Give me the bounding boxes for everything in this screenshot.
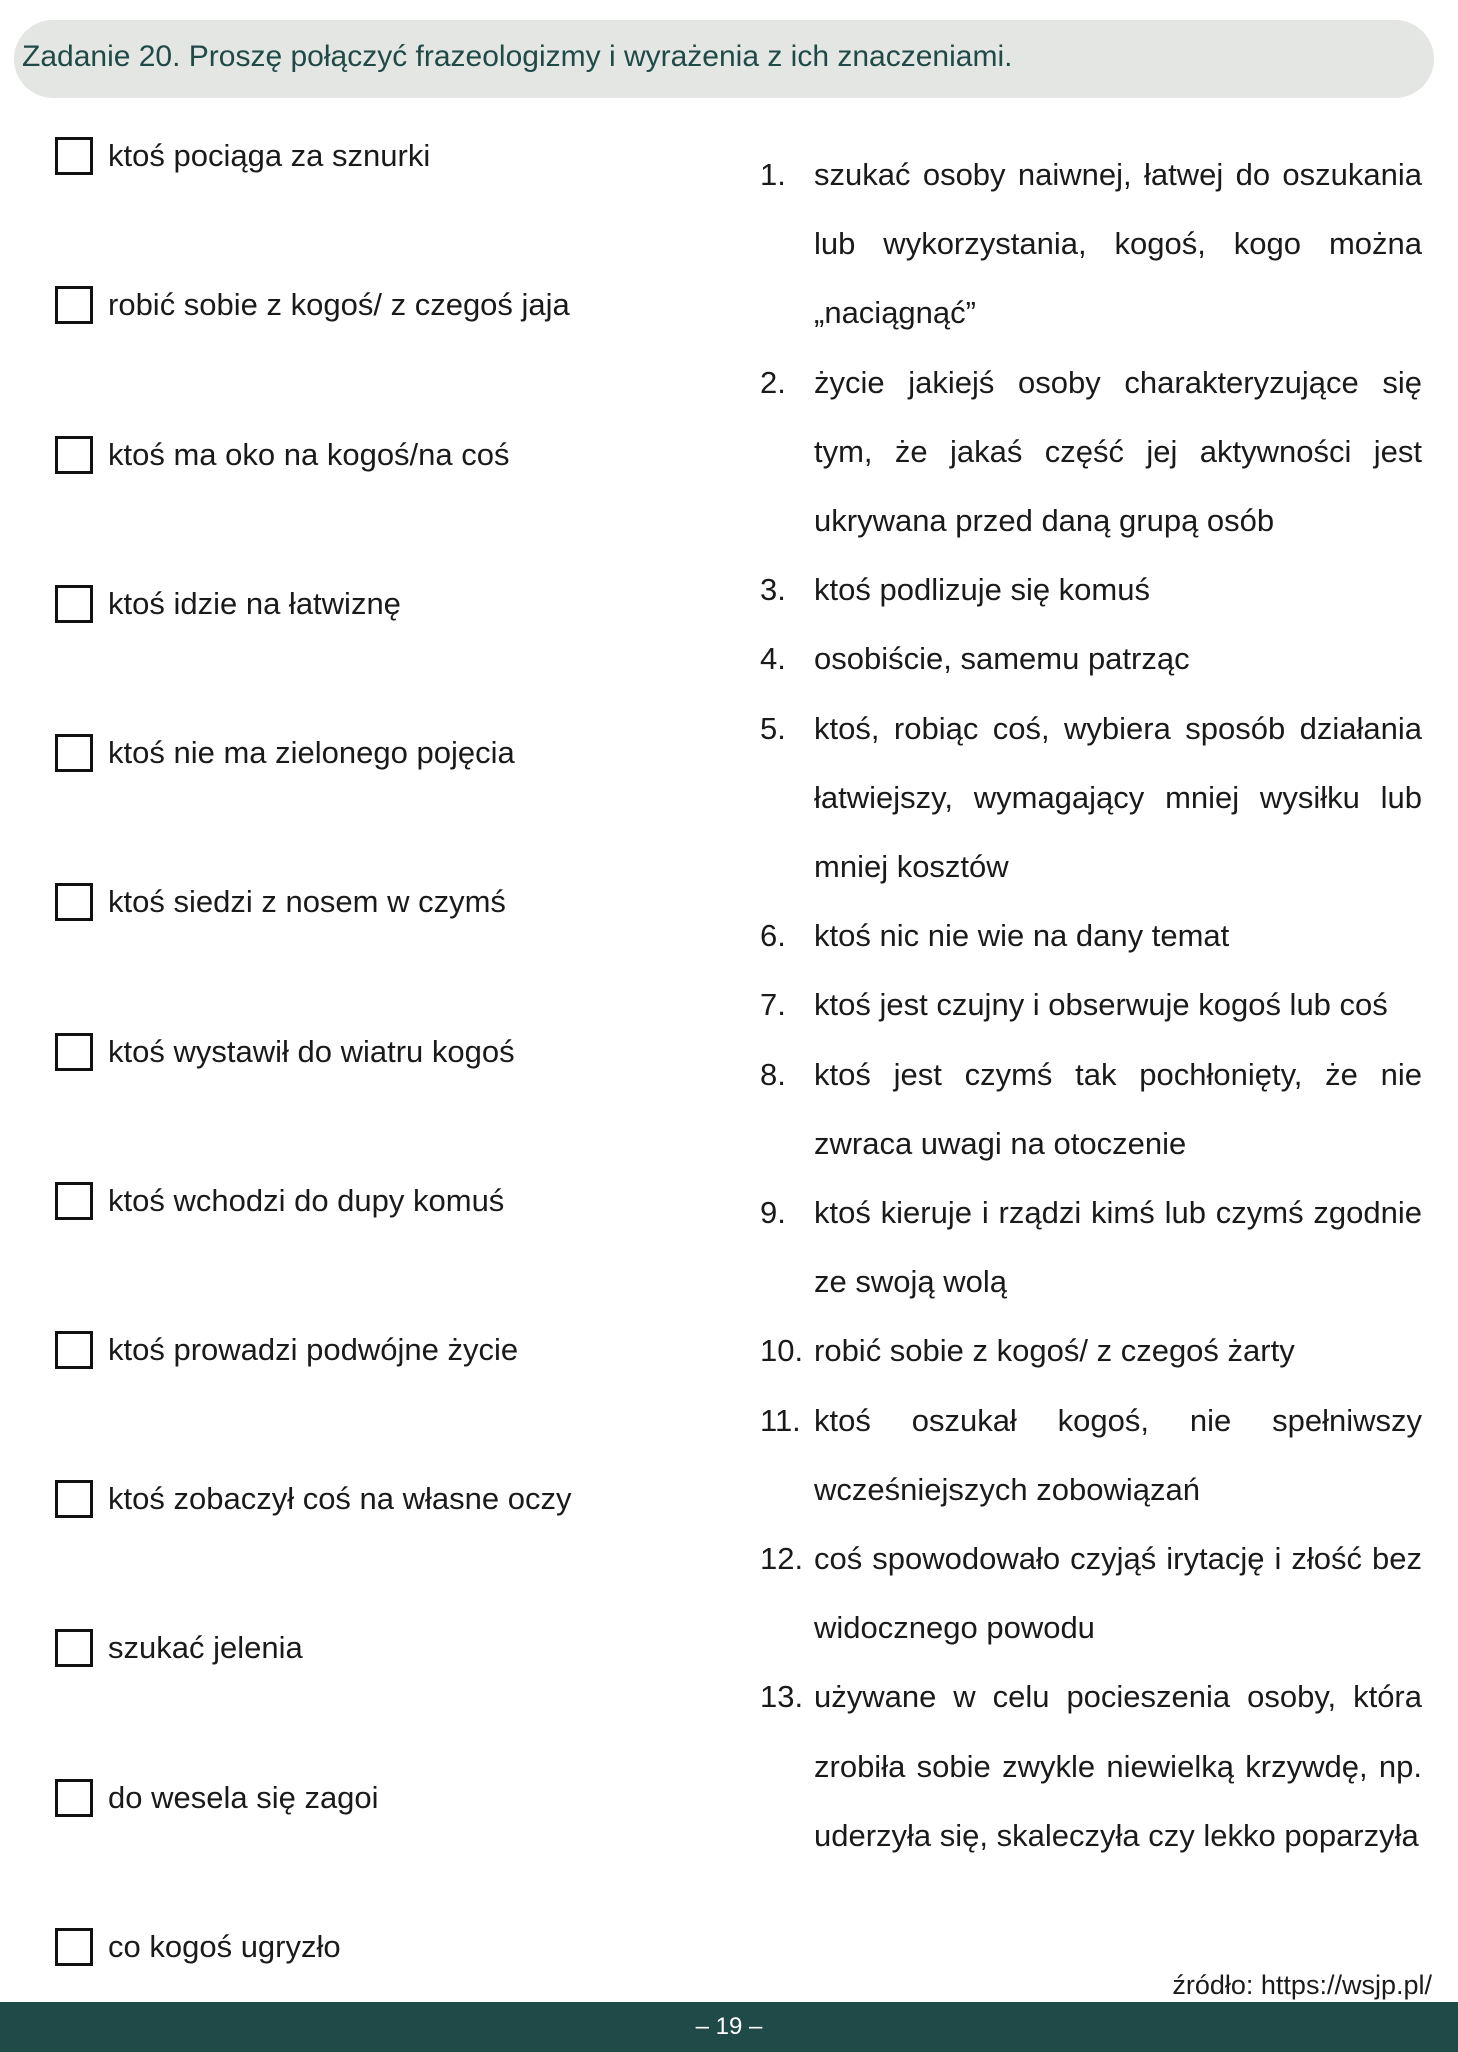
phrase-item (55, 1776, 379, 1820)
answer-checkbox[interactable] (55, 137, 93, 175)
phrase-item (55, 1328, 518, 1372)
phrase-item (55, 134, 430, 178)
definition-number: 2. (760, 364, 786, 400)
page-footer (0, 2002, 1458, 2052)
definition-number: 10. (760, 1333, 804, 1369)
definition-item (760, 694, 1422, 902)
phrase-text: ktoś nie ma zielonego pojęcia (108, 735, 515, 770)
definition-item (760, 1040, 1422, 1178)
definition-text: ktoś oszukał kogoś, nie spełniwszy wcześniejszych zobowiązań (814, 1402, 1422, 1507)
definition-text: ktoś jest czujny i obserwuje kogoś lub coś (814, 987, 1388, 1023)
answer-checkbox[interactable] (55, 1629, 93, 1667)
definition-item (760, 970, 1422, 1039)
definition-text: używane w celu pocieszenia osoby, która zrobiła sobie zwykle niewielką krzywdę, np. uderzyła się, skaleczyła czy lekko poparzyła (814, 1679, 1422, 1853)
definition-number: 8. (760, 1056, 786, 1092)
answer-checkbox[interactable] (55, 1779, 93, 1817)
definition-item (760, 901, 1422, 970)
phrase-text: do wesela się zagoi (108, 1780, 379, 1815)
definitions-list (760, 140, 1422, 1870)
task-header (14, 20, 1434, 98)
definition-text: ktoś podlizuje się komuś (814, 572, 1150, 608)
answer-checkbox[interactable] (55, 883, 93, 921)
definition-number: 12. (760, 1541, 804, 1577)
phrase-item (55, 433, 510, 477)
phrase-text: robić sobie z kogoś/ z czegoś jaja (108, 287, 570, 322)
definition-number: 11. (760, 1402, 801, 1438)
phrase-text: ktoś wystawił do wiatru kogoś (108, 1034, 515, 1069)
answer-checkbox[interactable] (55, 734, 93, 772)
definition-item (760, 1316, 1422, 1385)
phrase-item (55, 731, 515, 775)
definition-item (760, 1386, 1422, 1524)
definition-text: ktoś nic nie wie na dany temat (814, 918, 1230, 954)
answer-checkbox[interactable] (55, 585, 93, 623)
task-title: Zadanie 20. Proszę połączyć frazeologizmy i wyrażenia z ich znaczeniami. (22, 40, 1013, 73)
phrase-text: co kogoś ugryzło (108, 1929, 341, 1964)
page-number: – 19 – (695, 2013, 763, 2040)
phrase-text: ktoś prowadzi podwójne życie (108, 1332, 519, 1367)
phrase-item (55, 1477, 572, 1521)
phrase-item (55, 1626, 303, 1670)
definition-number: 9. (760, 1195, 786, 1231)
phrase-item (55, 283, 570, 327)
definition-text: życie jakiejś osoby charakteryzujące się tym, że jakaś część jej aktywności jest ukrywana przed daną grupą osób (814, 364, 1422, 539)
definition-text: ktoś, robiąc coś, wybiera sposób działania łatwiejszy, wymagający mniej wysiłku lub mniej kosztów (814, 710, 1422, 885)
definition-text: ktoś kieruje i rządzi kimś lub czymś zgodnie ze swoją wolą (814, 1195, 1422, 1300)
definition-number: 7. (760, 987, 786, 1023)
definition-number: 1. (760, 157, 786, 192)
answer-checkbox[interactable] (55, 1182, 93, 1220)
definition-item (760, 140, 1422, 348)
definition-text: robić sobie z kogoś/ z czegoś żarty (814, 1333, 1295, 1369)
answer-checkbox[interactable] (55, 1033, 93, 1071)
phrase-item (55, 1925, 341, 1969)
definition-item (760, 1178, 1422, 1316)
phrase-item (55, 1030, 515, 1074)
definition-text: szukać osoby naiwnej, łatwej do oszukania lub wykorzystania, kogoś, kogo można „naciągnąć” (814, 157, 1422, 331)
definition-text: osobiście, samemu patrząc (814, 641, 1190, 677)
definition-item (760, 555, 1422, 624)
definition-number: 5. (760, 710, 786, 746)
phrase-text: ktoś ma oko na kogoś/na coś (108, 437, 510, 472)
definition-text: coś spowodowało czyjąś irytację i złość bez widocznego powodu (814, 1541, 1422, 1646)
definition-number: 3. (760, 572, 786, 608)
definition-number: 13. (760, 1679, 804, 1715)
answer-checkbox[interactable] (55, 1331, 93, 1369)
definition-item (760, 348, 1422, 556)
phrase-text: ktoś zobaczył coś na własne oczy (108, 1481, 572, 1516)
phrase-text: szukać jelenia (108, 1630, 303, 1665)
phrase-text: ktoś idzie na łatwiznę (108, 586, 401, 621)
definition-item (760, 1662, 1422, 1870)
phrase-text: ktoś siedzi z nosem w czymś (108, 884, 506, 919)
definition-text: ktoś jest czymś tak pochłonięty, że nie zwraca uwagi na otoczenie (814, 1056, 1422, 1161)
phrase-text: ktoś wchodzi do dupy komuś (108, 1183, 505, 1218)
answer-checkbox[interactable] (55, 286, 93, 324)
definition-item (760, 1524, 1422, 1662)
phrase-item (55, 582, 401, 626)
source-note: źródło: https://wsjp.pl/ (1172, 1970, 1432, 2000)
definition-number: 4. (760, 641, 786, 677)
phrase-item (55, 1179, 504, 1223)
definition-number: 6. (760, 918, 786, 954)
answer-checkbox[interactable] (55, 1480, 93, 1518)
phrase-text: ktoś pociąga za sznurki (108, 138, 431, 173)
definition-item (760, 624, 1422, 693)
phrase-item (55, 880, 506, 924)
answer-checkbox[interactable] (55, 436, 93, 474)
answer-checkbox[interactable] (55, 1928, 93, 1966)
